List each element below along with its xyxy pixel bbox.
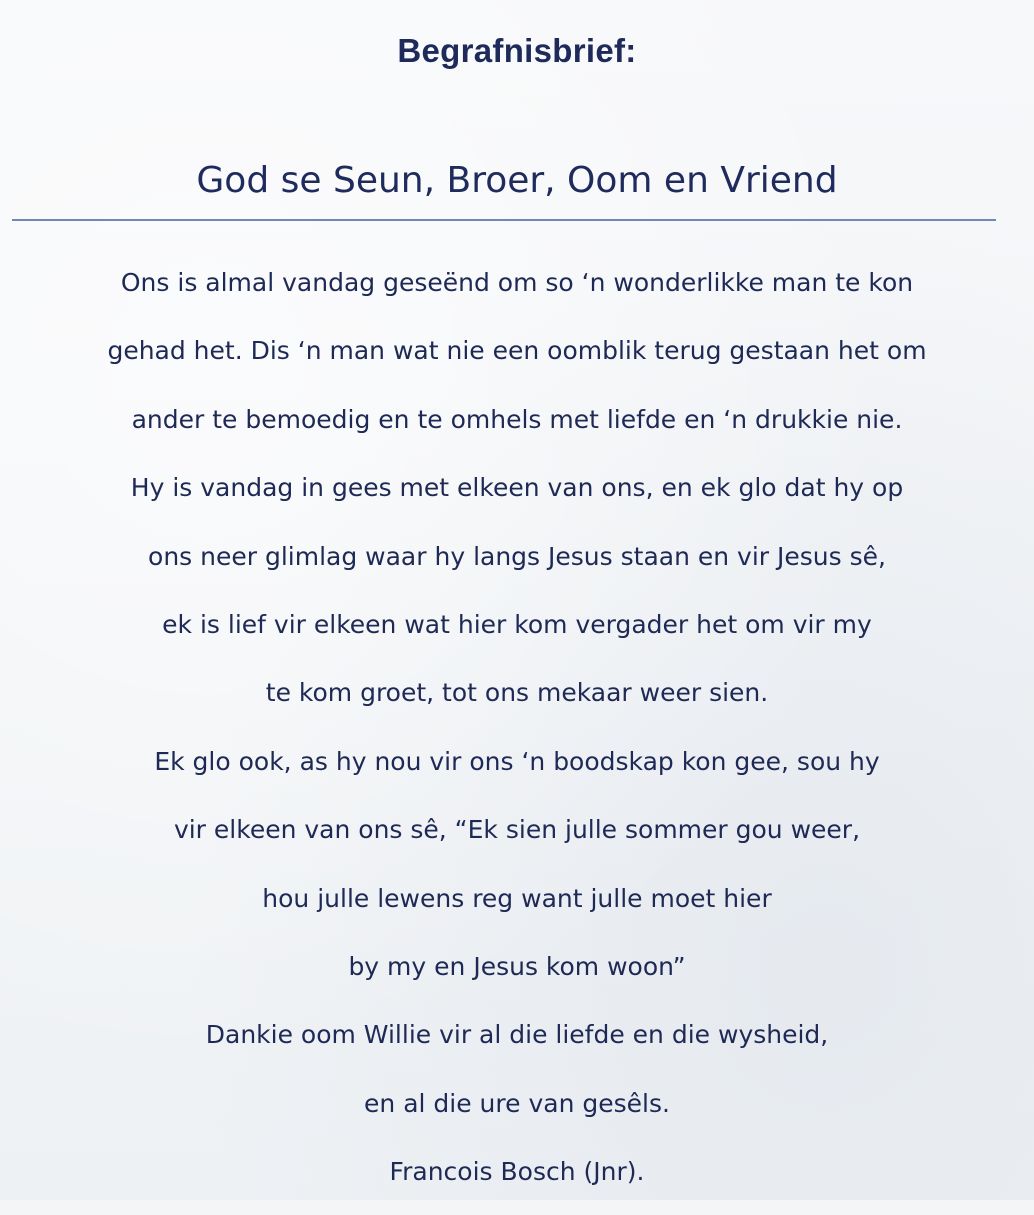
letter-line: hou julle lewens reg want julle moet hier [262, 883, 772, 913]
letter-line: ons neer glimlag waar hy langs Jesus staan en vir Jesus sê, [148, 541, 886, 571]
signature-line: Francois Bosch (Jnr). [389, 1157, 645, 1187]
divider-line [12, 219, 996, 221]
letter-line: Ek glo ook, as hy nou vir ons ‘n boodskap kon gee, sou hy [154, 746, 880, 776]
page-title: Begrafnisbrief: [397, 32, 637, 69]
letter-line: by my en Jesus kom woon” [348, 951, 686, 981]
letter-line: Ons is almal vandag geseënd om so ‘n wonderlikke man te kon [120, 268, 914, 297]
letter-line: ander te bemoedig en te omhels met liefde en ‘n drukkie nie. [131, 404, 903, 434]
letter-line: ek is lief vir elkeen wat hier kom vergader het om vir my [162, 609, 872, 639]
letter-line: Hy is vandag in gees met elkeen van ons, en ek glo dat hy op [130, 473, 904, 503]
letter-line: te kom groet, tot ons mekaar weer sien. [265, 678, 769, 708]
letter-body [0, 258, 1034, 1215]
letter-line: en al die ure van gesêls. [364, 1088, 670, 1118]
letter-line: vir elkeen van ons sê, “Ek sien julle sommer gou weer, [173, 815, 861, 845]
page-subtitle: God se Seun, Broer, Oom en Vriend [196, 160, 838, 201]
letter-line: gehad het. Dis ‘n man wat nie een oomblik terug gestaan het om [107, 336, 927, 366]
letter-line: Dankie oom Willie vir al die liefde en die wysheid, [205, 1020, 829, 1050]
